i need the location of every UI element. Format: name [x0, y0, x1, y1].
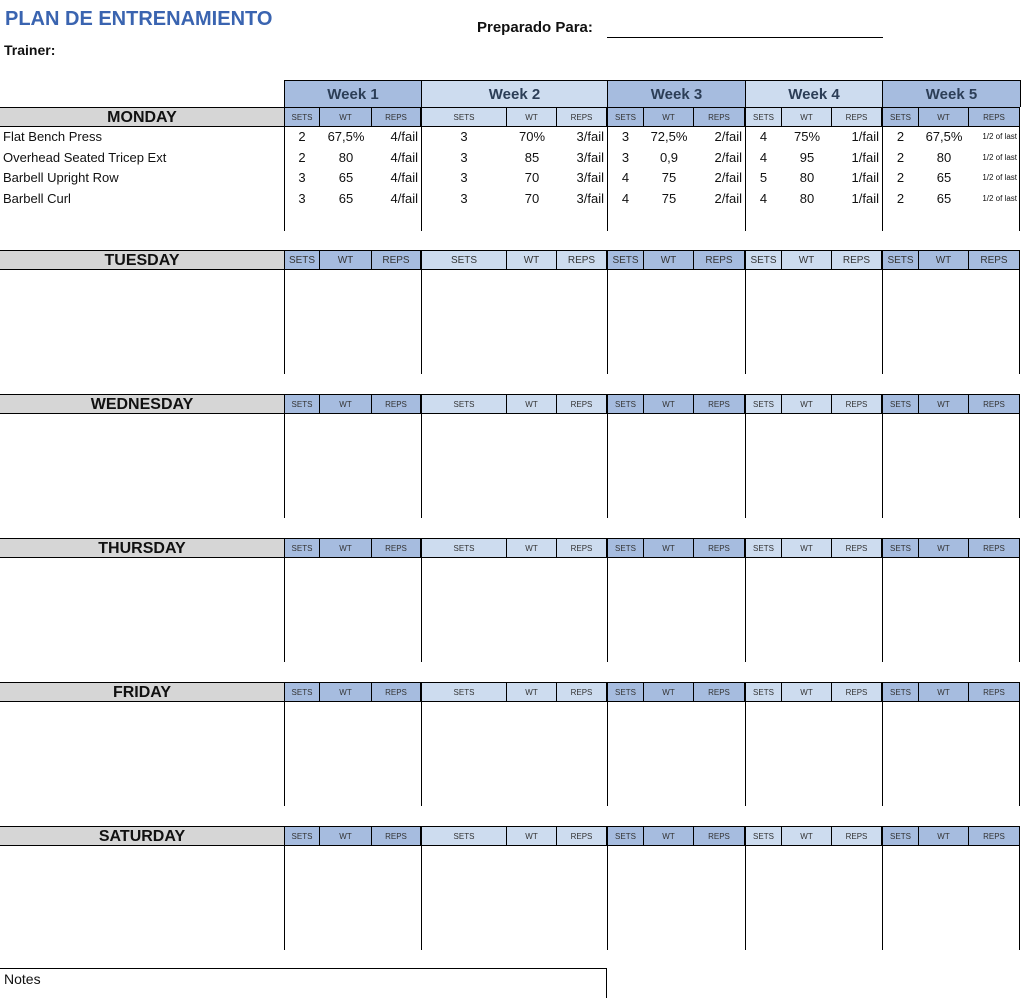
week-1-sets-header: SETS [284, 682, 320, 702]
week-2-divider [421, 558, 422, 662]
week-4-reps-header: REPS [832, 826, 882, 846]
week-1-divider [284, 414, 285, 518]
week-1-divider [284, 270, 285, 374]
day-name: FRIDAY [0, 682, 284, 702]
week-2-sets-value[interactable]: 3 [460, 170, 468, 185]
day-header-row [0, 250, 1020, 270]
day-header-row [0, 394, 1020, 414]
week-5-reps-header: REPS [969, 250, 1020, 270]
week-4-wt-header: WT [782, 250, 832, 270]
week-2-wt-header: WT [507, 250, 557, 270]
week-4-divider [745, 558, 746, 662]
exercise-name: Overhead Seated Tricep Ext [3, 149, 167, 165]
week-5-reps-header: REPS [969, 682, 1020, 702]
week-3-reps-header: REPS [694, 538, 745, 558]
week-1-reps-header: REPS [372, 394, 421, 414]
day-name: SATURDAY [0, 826, 284, 846]
page-title: PLAN DE ENTRENAMIENTO [5, 8, 273, 30]
week-1-sets-header: SETS [284, 394, 320, 414]
week-3-reps-header: REPS [694, 682, 745, 702]
week-5-sets-value[interactable]: 2 [896, 190, 905, 206]
week-5-wt-value[interactable]: 67,5% [925, 129, 963, 144]
day-block-saturday [0, 826, 1024, 950]
week-5-reps-header: REPS [969, 394, 1020, 414]
week-2-sets-header: SETS [421, 250, 507, 270]
week-4-sets-header: SETS [745, 538, 782, 558]
week-3-sets-header: SETS [607, 107, 644, 127]
week-4-wt-header: WT [782, 538, 832, 558]
week-header-3: Week 3 [607, 80, 746, 107]
week-5-reps-header: REPS [969, 107, 1020, 127]
week-5-reps-value[interactable]: 1/2 of last [982, 173, 1017, 182]
week-1-sets-value[interactable]: 2 [298, 149, 306, 165]
week-3-sets-header: SETS [607, 826, 644, 846]
week-4-reps-value[interactable]: 1/fail [851, 170, 879, 185]
week-1-reps-value[interactable]: 4/fail [390, 149, 418, 165]
week-3-divider [607, 846, 608, 950]
week-2-wt-header: WT [507, 826, 557, 846]
week-3-wt-header: WT [644, 538, 694, 558]
week-3-reps-header: REPS [694, 250, 745, 270]
week-1-wt-header: WT [320, 250, 372, 270]
week-2-reps-value[interactable]: 3/fail [576, 129, 604, 144]
week-4-sets-value[interactable]: 5 [759, 170, 768, 185]
week-3-wt-value[interactable]: 0,9 [659, 149, 679, 165]
week-3-divider [607, 414, 608, 518]
week-2-reps-value[interactable]: 3/fail [576, 170, 604, 185]
week-3-reps-header: REPS [694, 394, 745, 414]
week-3-wt-value[interactable]: 72,5% [650, 129, 688, 144]
week-1-divider [284, 702, 285, 806]
week-3-reps-header: REPS [694, 107, 745, 127]
day-block-monday [0, 107, 1024, 231]
week-4-divider [745, 270, 746, 374]
week-3-divider [607, 270, 608, 374]
day-block-thursday [0, 538, 1024, 662]
week-3-reps-header: REPS [694, 826, 745, 846]
day-name: MONDAY [0, 107, 284, 127]
week-3-sets-value[interactable]: 4 [621, 190, 630, 206]
week-4-reps-value[interactable]: 1/fail [851, 129, 879, 144]
trainer-label: Trainer: [4, 42, 56, 58]
week-header-5: Week 5 [882, 80, 1021, 107]
week-4-sets-value[interactable]: 4 [759, 129, 768, 144]
exercise-row[interactable] [0, 168, 1024, 188]
week-1-wt-value[interactable]: 67,5% [327, 129, 365, 144]
exercise-row[interactable] [0, 127, 1024, 147]
week-1-reps-value[interactable]: 4/fail [390, 190, 418, 206]
week-3-wt-value[interactable]: 75 [661, 170, 677, 185]
week-3-sets-header: SETS [607, 538, 644, 558]
week-2-sets-header: SETS [421, 394, 507, 414]
week-3-wt-header: WT [644, 394, 694, 414]
week-2-reps-header: REPS [557, 107, 607, 127]
week-3-reps-value[interactable]: 2/fail [714, 190, 742, 206]
week-1-reps-header: REPS [372, 826, 421, 846]
week-1-reps-header: REPS [372, 538, 421, 558]
week-1-sets-value[interactable]: 3 [298, 170, 306, 185]
week-5-sets-header: SETS [882, 826, 919, 846]
week-header-1: Week 1 [284, 80, 422, 107]
exercise-row[interactable] [0, 148, 1024, 168]
week-5-sets-header: SETS [882, 107, 919, 127]
week-1-reps-value[interactable]: 4/fail [390, 170, 418, 185]
week-1-reps-header: REPS [372, 250, 421, 270]
day-block-friday [0, 682, 1024, 806]
week-3-sets-value[interactable]: 4 [621, 170, 630, 185]
week-1-sets-header: SETS [284, 826, 320, 846]
day-block-wednesday [0, 394, 1024, 518]
week-5-sets-value[interactable]: 2 [896, 149, 905, 165]
week-4-wt-header: WT [782, 826, 832, 846]
day-header-row [0, 107, 1020, 127]
notes-box[interactable] [0, 968, 607, 998]
week-5-wt-value[interactable]: 65 [936, 170, 952, 185]
week-4-wt-header: WT [782, 394, 832, 414]
week-5-wt-header: WT [919, 538, 969, 558]
week-1-reps-header: REPS [372, 107, 421, 127]
week-2-sets-value[interactable]: 3 [460, 190, 468, 206]
week-5-reps-value[interactable]: 1/2 of last [982, 193, 1017, 203]
week-4-sets-value[interactable]: 4 [759, 149, 768, 165]
week-5-wt-header: WT [919, 250, 969, 270]
week-5-wt-header: WT [919, 394, 969, 414]
week-5-divider [882, 846, 883, 950]
week-1-wt-header: WT [320, 826, 372, 846]
day-name: TUESDAY [0, 250, 284, 270]
week-3-wt-header: WT [644, 107, 694, 127]
week-3-wt-value[interactable]: 75 [661, 190, 677, 206]
week-4-sets-header: SETS [745, 394, 782, 414]
week-3-wt-header: WT [644, 250, 694, 270]
week-5-wt-value[interactable]: 65 [936, 190, 952, 206]
week-4-wt-header: WT [782, 682, 832, 702]
prepared-for-label: Preparado Para: [477, 19, 593, 36]
week-2-reps-header: REPS [557, 538, 607, 558]
week-3-wt-header: WT [644, 682, 694, 702]
week-2-reps-header: REPS [557, 682, 607, 702]
week-4-divider [745, 414, 746, 518]
week-5-divider [882, 414, 883, 518]
week-5-sets-header: SETS [882, 394, 919, 414]
week-1-sets-value[interactable]: 2 [298, 129, 306, 144]
week-5-reps-header: REPS [969, 826, 1020, 846]
right-border [1019, 558, 1020, 662]
week-5-sets-header: SETS [882, 250, 919, 270]
week-2-divider [421, 270, 422, 374]
week-3-reps-value[interactable]: 2/fail [714, 129, 742, 144]
weeks-header-row [284, 80, 1020, 107]
week-4-sets-value[interactable]: 4 [759, 190, 768, 206]
week-4-sets-header: SETS [745, 107, 782, 127]
week-4-sets-header: SETS [745, 826, 782, 846]
week-1-sets-header: SETS [284, 250, 320, 270]
notes-label: Notes [4, 971, 41, 987]
week-2-wt-value[interactable]: 70% [518, 129, 546, 144]
day-header-row [0, 826, 1020, 846]
week-4-reps-header: REPS [832, 682, 882, 702]
week-4-sets-header: SETS [745, 250, 782, 270]
week-5-divider [882, 702, 883, 806]
week-3-sets-header: SETS [607, 394, 644, 414]
week-4-reps-header: REPS [832, 250, 882, 270]
week-1-wt-header: WT [320, 394, 372, 414]
right-border [1019, 270, 1020, 374]
week-5-reps-header: REPS [969, 538, 1020, 558]
week-1-divider [284, 846, 285, 950]
week-4-sets-header: SETS [745, 682, 782, 702]
week-5-wt-header: WT [919, 107, 969, 127]
week-2-sets-header: SETS [421, 538, 507, 558]
week-2-reps-value[interactable]: 3/fail [576, 190, 604, 206]
week-2-divider [421, 702, 422, 806]
day-name: WEDNESDAY [0, 394, 284, 414]
week-1-wt-header: WT [320, 538, 372, 558]
exercise-name: Barbell Curl [3, 190, 71, 206]
week-5-sets-value[interactable]: 2 [896, 170, 905, 185]
week-4-divider [745, 846, 746, 950]
exercise-name: Barbell Upright Row [3, 170, 119, 185]
week-2-wt-value[interactable]: 70 [524, 190, 540, 206]
week-5-divider [882, 270, 883, 374]
week-2-sets-header: SETS [421, 682, 507, 702]
week-3-sets-header: SETS [607, 250, 644, 270]
right-border [1019, 414, 1020, 518]
week-4-reps-header: REPS [832, 107, 882, 127]
week-1-sets-value[interactable]: 3 [298, 190, 306, 206]
week-5-reps-value[interactable]: 1/2 of last [982, 152, 1017, 162]
right-border [1019, 702, 1020, 806]
prepared-for-field[interactable] [607, 37, 883, 38]
week-4-wt-value[interactable]: 95 [799, 149, 815, 165]
week-1-wt-header: WT [320, 107, 372, 127]
week-5-wt-value[interactable]: 80 [936, 149, 952, 165]
week-3-wt-header: WT [644, 826, 694, 846]
exercise-row[interactable] [0, 189, 1024, 209]
week-4-reps-value[interactable]: 1/fail [851, 190, 879, 206]
day-block-tuesday [0, 250, 1024, 374]
week-2-reps-header: REPS [557, 394, 607, 414]
week-2-reps-header: REPS [557, 826, 607, 846]
week-5-reps-value[interactable]: 1/2 of last [982, 132, 1017, 141]
week-3-divider [607, 558, 608, 662]
week-2-wt-header: WT [507, 538, 557, 558]
week-4-reps-value[interactable]: 1/fail [851, 149, 879, 165]
week-5-sets-value[interactable]: 2 [896, 129, 905, 144]
week-1-sets-header: SETS [284, 107, 320, 127]
week-1-reps-value[interactable]: 4/fail [390, 129, 418, 144]
week-4-wt-value[interactable]: 80 [799, 170, 815, 185]
day-header-row [0, 538, 1020, 558]
week-5-sets-header: SETS [882, 682, 919, 702]
week-2-sets-header: SETS [421, 826, 507, 846]
right-border [1019, 846, 1020, 950]
week-5-divider [882, 558, 883, 662]
exercise-name: Flat Bench Press [3, 129, 102, 144]
week-1-sets-header: SETS [284, 538, 320, 558]
week-2-wt-header: WT [507, 682, 557, 702]
week-1-wt-value[interactable]: 65 [338, 170, 354, 185]
week-3-divider [607, 702, 608, 806]
week-2-sets-value[interactable]: 3 [460, 129, 468, 144]
week-4-divider [745, 702, 746, 806]
week-4-wt-header: WT [782, 107, 832, 127]
week-4-reps-header: REPS [832, 394, 882, 414]
week-2-divider [421, 414, 422, 518]
week-header-2: Week 2 [421, 80, 608, 107]
week-1-divider [284, 558, 285, 662]
week-2-reps-header: REPS [557, 250, 607, 270]
week-5-wt-header: WT [919, 682, 969, 702]
week-2-divider [421, 846, 422, 950]
day-header-row [0, 682, 1020, 702]
week-header-4: Week 4 [745, 80, 883, 107]
day-name: THURSDAY [0, 538, 284, 558]
week-2-sets-header: SETS [421, 107, 507, 127]
week-3-sets-value[interactable]: 3 [621, 149, 630, 165]
week-4-wt-value[interactable]: 80 [799, 190, 815, 206]
week-4-wt-value[interactable]: 75% [793, 129, 821, 144]
week-5-sets-header: SETS [882, 538, 919, 558]
week-3-sets-header: SETS [607, 682, 644, 702]
week-2-wt-header: WT [507, 107, 557, 127]
week-2-wt-value[interactable]: 85 [524, 149, 540, 165]
week-2-wt-header: WT [507, 394, 557, 414]
week-1-wt-header: WT [320, 682, 372, 702]
week-1-reps-header: REPS [372, 682, 421, 702]
week-3-reps-value[interactable]: 2/fail [714, 170, 742, 185]
week-3-reps-value[interactable]: 2/fail [714, 149, 742, 165]
week-1-wt-value[interactable]: 65 [338, 190, 354, 206]
week-5-wt-header: WT [919, 826, 969, 846]
week-1-wt-value[interactable]: 80 [338, 149, 354, 165]
week-3-sets-value[interactable]: 3 [621, 129, 630, 144]
week-4-reps-header: REPS [832, 538, 882, 558]
week-2-sets-value[interactable]: 3 [460, 149, 468, 165]
week-2-wt-value[interactable]: 70 [524, 170, 540, 185]
week-2-reps-value[interactable]: 3/fail [576, 149, 604, 165]
